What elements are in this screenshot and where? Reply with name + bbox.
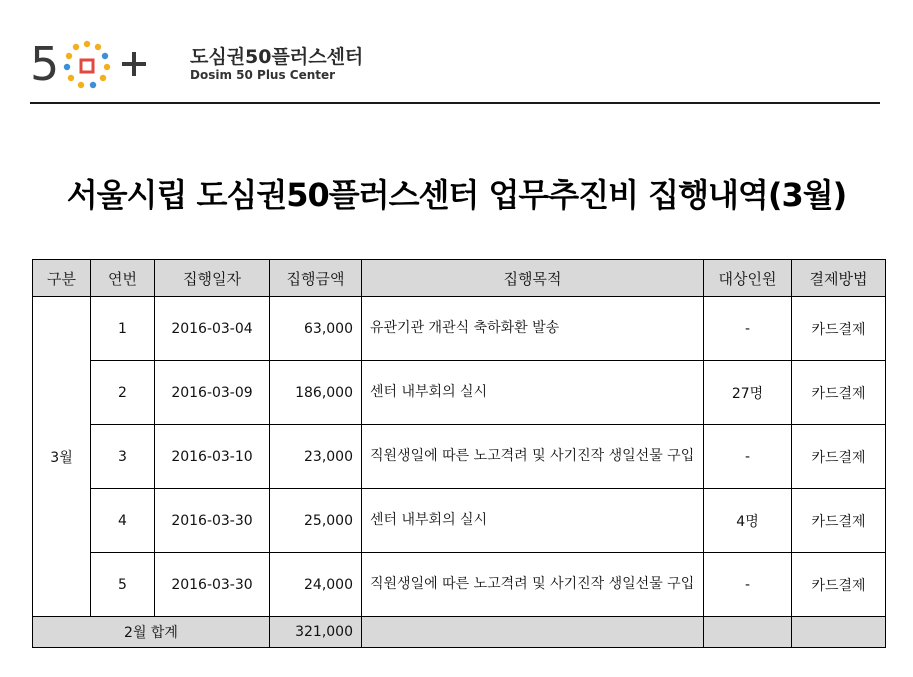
row-date: 2016-03-09	[155, 361, 270, 425]
brand-english-name: Dosim 50 Plus Center	[190, 68, 336, 82]
total-row	[33, 617, 886, 648]
expense-table	[32, 259, 886, 648]
row-purpose: 센터 내부회의 실시	[362, 361, 704, 425]
header-people: 대상인원	[704, 260, 792, 297]
total-label: 2월 합계	[33, 617, 270, 648]
header-divider	[30, 102, 880, 104]
row-date: 2016-03-10	[155, 425, 270, 489]
row-purpose: 직원생일에 따른 노고격려 및 사기진작 생일선물 구입	[362, 425, 704, 489]
total-empty-cell	[792, 617, 886, 648]
header-payment: 결제방법	[792, 260, 886, 297]
total-empty-cell	[704, 617, 792, 648]
header-category: 구분	[33, 260, 91, 297]
row-number: 4	[91, 489, 155, 553]
group-label: 3월	[33, 297, 91, 617]
table-row	[33, 297, 886, 361]
table-header-row	[33, 260, 886, 297]
row-payment: 카드결제	[792, 489, 886, 553]
brand-korean-name: 도심권50플러스센터	[190, 46, 364, 68]
row-number: 3	[91, 425, 155, 489]
row-payment: 카드결제	[792, 297, 886, 361]
row-date: 2016-03-30	[155, 489, 270, 553]
row-amount: 24,000	[270, 553, 362, 617]
center-logo	[30, 36, 160, 92]
row-people: 27명	[704, 361, 792, 425]
row-payment: 카드결제	[792, 553, 886, 617]
row-people: -	[704, 553, 792, 617]
row-payment: 카드결제	[792, 361, 886, 425]
table-row	[33, 425, 886, 489]
row-amount: 25,000	[270, 489, 362, 553]
table-row	[33, 553, 886, 617]
total-empty-cell	[362, 617, 704, 648]
row-number: 1	[91, 297, 155, 361]
row-people: -	[704, 425, 792, 489]
row-number: 2	[91, 361, 155, 425]
row-purpose: 유관기관 개관식 축하화환 발송	[362, 297, 704, 361]
table-row	[33, 489, 886, 553]
header-number: 연번	[91, 260, 155, 297]
header-amount: 집행금액	[270, 260, 362, 297]
row-amount: 23,000	[270, 425, 362, 489]
row-payment: 카드결제	[792, 425, 886, 489]
row-people: 4명	[704, 489, 792, 553]
row-date: 2016-03-04	[155, 297, 270, 361]
table-row	[33, 361, 886, 425]
row-amount: 186,000	[270, 361, 362, 425]
header-date: 집행일자	[155, 260, 270, 297]
row-purpose: 직원생일에 따른 노고격려 및 사기진작 생일선물 구입	[362, 553, 704, 617]
row-purpose: 센터 내부회의 실시	[362, 489, 704, 553]
row-people: -	[704, 297, 792, 361]
svg-text:5: 5	[30, 37, 60, 91]
row-number: 5	[91, 553, 155, 617]
total-amount: 321,000	[270, 617, 362, 648]
document-title: 서울시립 도심권50플러스센터 업무추진비 집행내역(3월)	[66, 176, 847, 214]
row-amount: 63,000	[270, 297, 362, 361]
row-date: 2016-03-30	[155, 553, 270, 617]
page-header	[30, 34, 880, 106]
header-purpose: 집행목적	[362, 260, 704, 297]
